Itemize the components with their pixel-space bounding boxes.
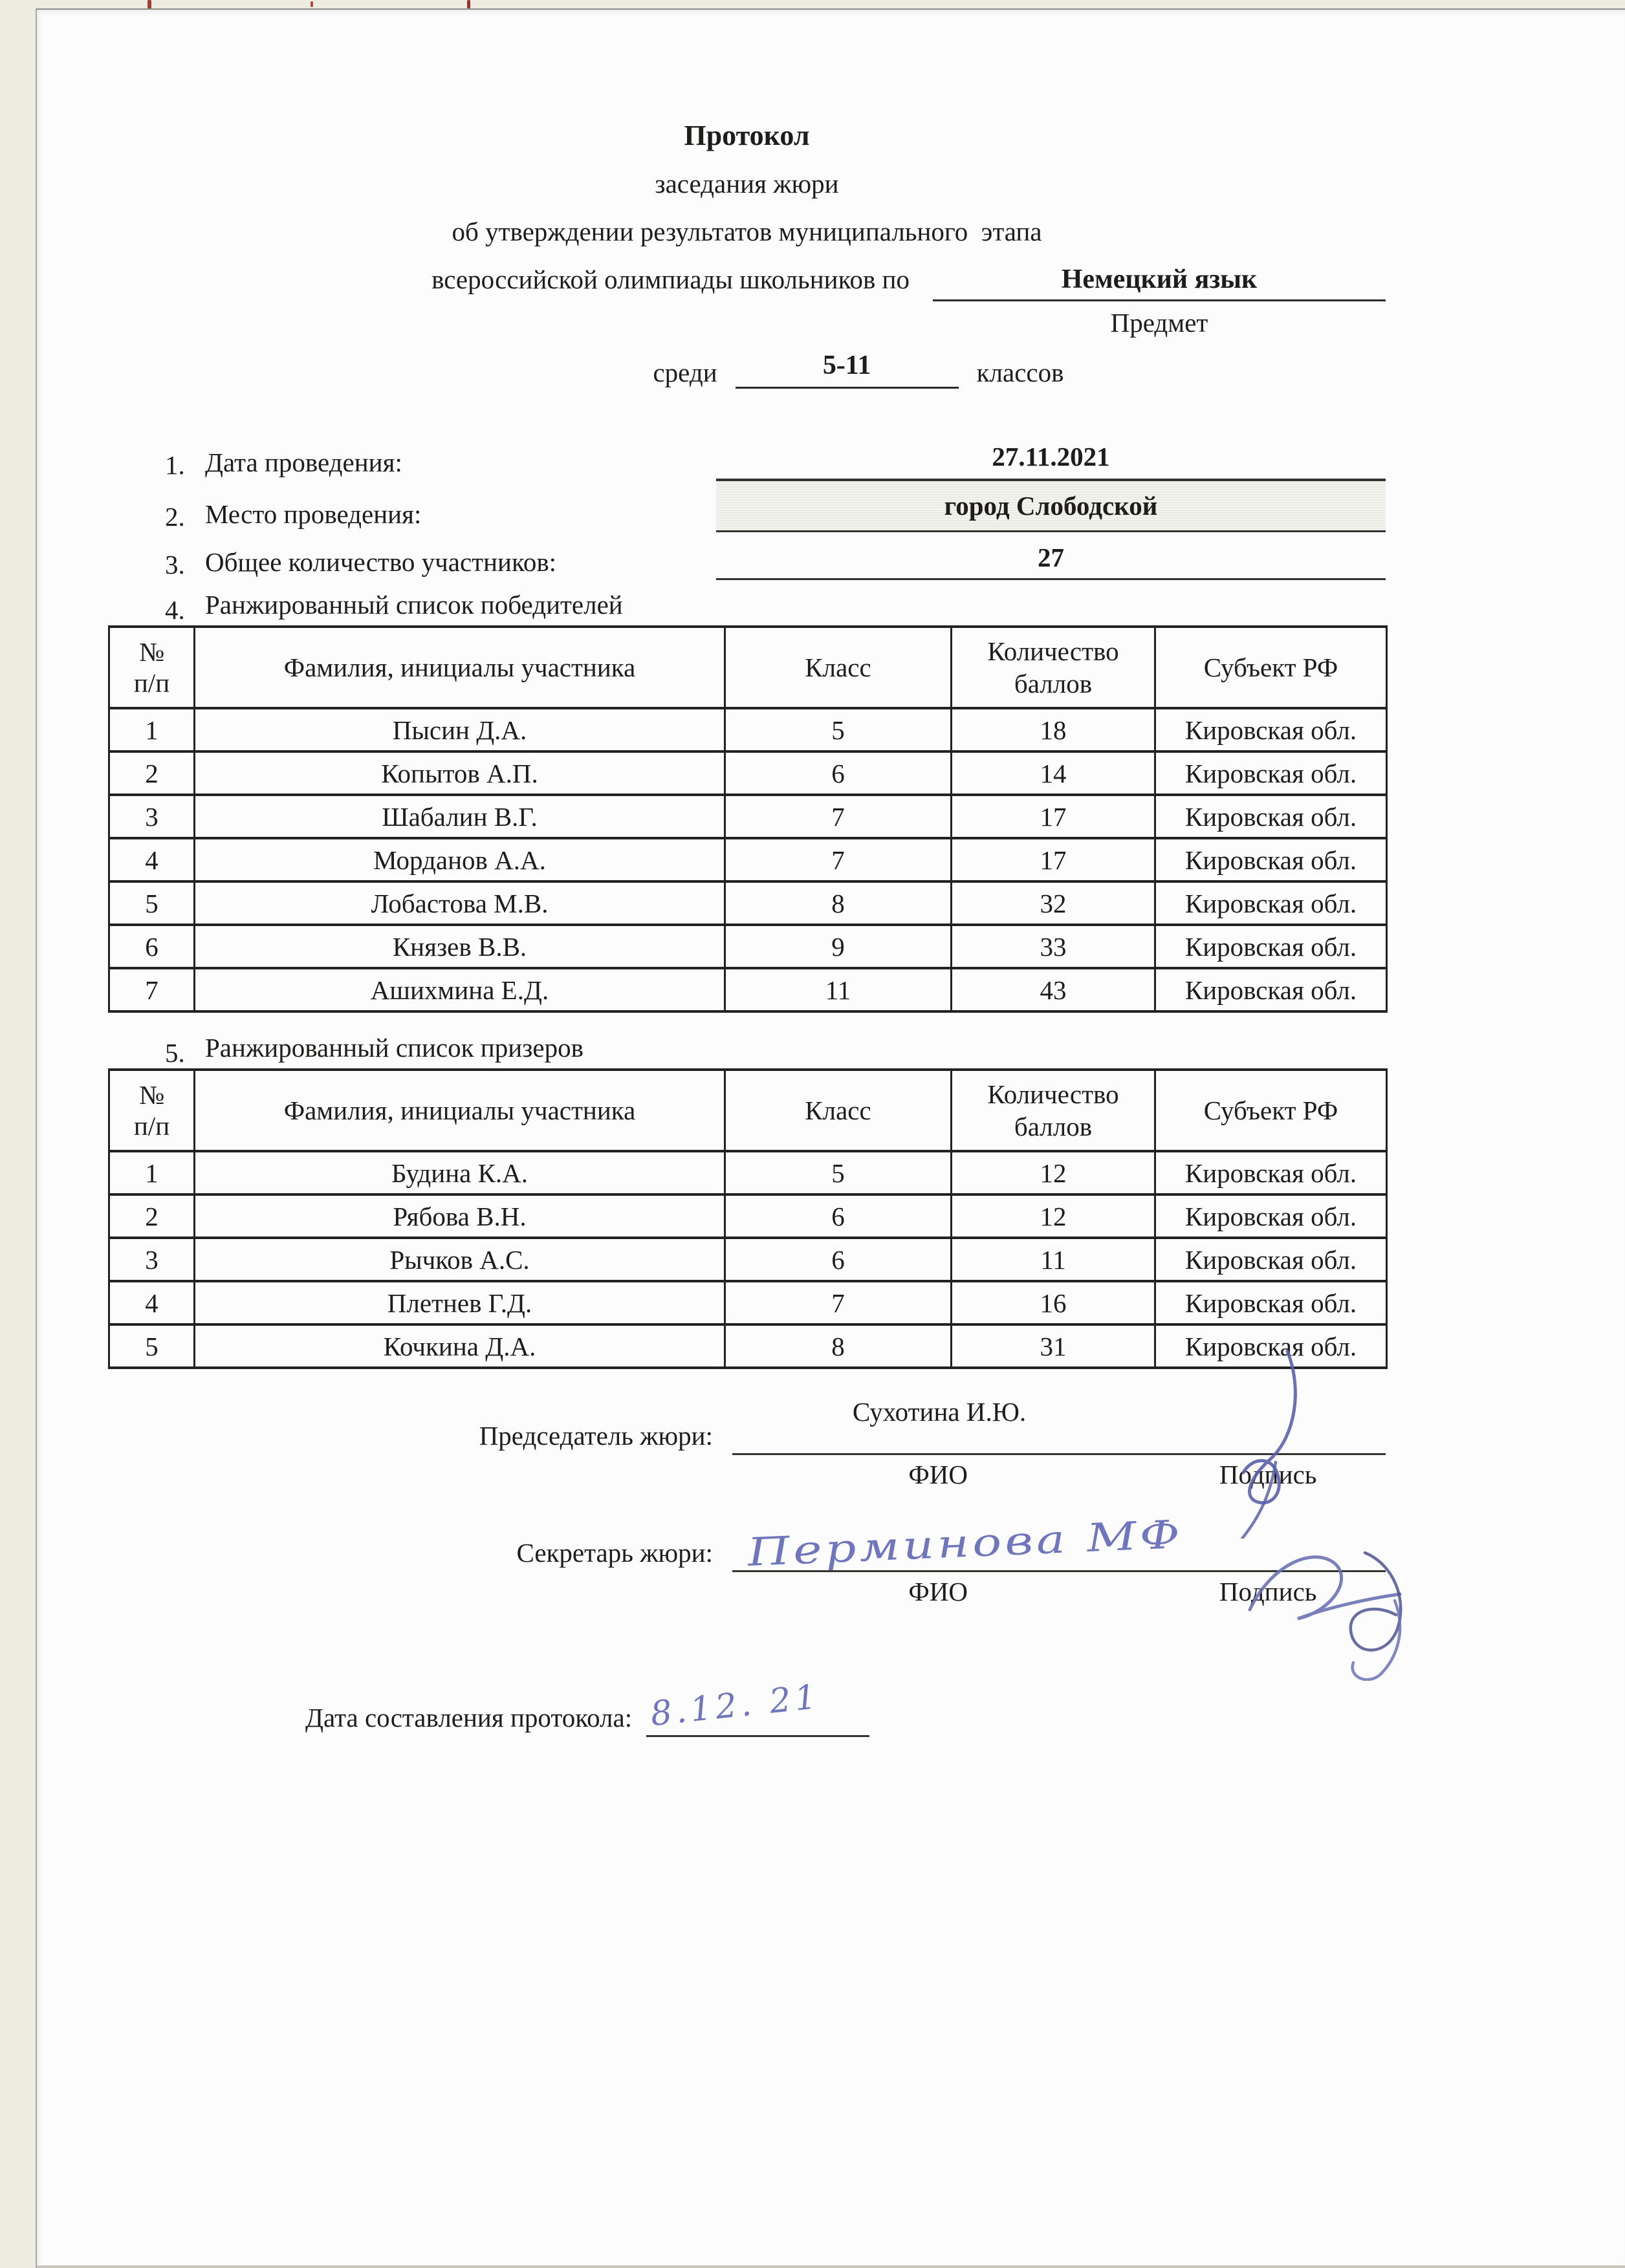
cell-score: 43 (952, 968, 1155, 1011)
table-row (109, 1194, 1387, 1238)
cell-name: Морданов А.А. (195, 838, 725, 881)
item-label: Место проведения: (205, 499, 422, 529)
list-item-prizewinners-heading (108, 1026, 1386, 1068)
doc-title: Протокол (684, 120, 810, 151)
cell-number: 2 (109, 751, 195, 795)
chair-name: Сухотина И.Ю. (852, 1397, 1027, 1427)
cell-region: Кировская обл. (1155, 925, 1387, 968)
chair-captions (732, 1455, 1386, 1489)
cell-score: 12 (952, 1194, 1155, 1238)
date-value-field: 27.11.2021 (716, 441, 1386, 481)
participants-value-field: 27 (716, 542, 1386, 580)
fio-caption: ФИО (908, 1577, 968, 1606)
cell-number: 7 (109, 968, 195, 1011)
cell-grade: 6 (725, 1238, 952, 1281)
cell-grade: 5 (725, 1151, 952, 1194)
header-cell-grade: Класс (725, 1070, 952, 1151)
list-item-participants (108, 532, 1386, 580)
header-cell-region: Субъект РФ (1155, 1070, 1387, 1151)
cell-name: Рычков А.С. (195, 1238, 725, 1281)
protocol-date-row (108, 1677, 1386, 1737)
cell-score: 33 (952, 925, 1155, 968)
subject-prefix: всероссийской олимпиады школьников по (431, 265, 910, 294)
cell-number: 2 (109, 1194, 195, 1238)
cell-score: 17 (952, 838, 1155, 881)
cell-grade: 11 (725, 968, 952, 1011)
cell-score: 12 (952, 1151, 1155, 1194)
cell-number: 6 (109, 925, 195, 968)
cell-number: 4 (109, 838, 195, 881)
secretary-name-field (732, 1511, 1386, 1575)
doc-subtitle-1: заседания жюри (655, 169, 839, 199)
cell-region: Кировская обл. (1155, 708, 1387, 751)
cell-name: Копытов А.П. (195, 751, 725, 795)
chair-name-field (732, 1396, 1386, 1455)
cell-number: 1 (109, 708, 195, 751)
page-bottom-edge (37, 2265, 1625, 2268)
protocol-date-handwritten: 8.12. 21 (648, 1677, 822, 1734)
grades-row (108, 349, 1386, 389)
header-number-top: № (138, 1080, 165, 1110)
numbered-list (108, 434, 1386, 625)
grades-value: 5-11 (736, 349, 959, 389)
cell-grade: 7 (725, 795, 952, 838)
cell-region: Кировская обл. (1155, 881, 1387, 925)
list-item-winners-heading (108, 583, 1386, 625)
signature-section (108, 1396, 1386, 1737)
list-item-date (108, 434, 1386, 481)
list-item-place (108, 481, 1386, 532)
cell-score: 31 (952, 1324, 1155, 1368)
header-cell-name: Фамилия, инициалы участника (195, 1070, 725, 1151)
table-row (109, 1238, 1387, 1281)
page-content (108, 10, 1386, 1737)
cell-grade: 8 (725, 1324, 952, 1368)
cell-name: Князев В.В. (195, 925, 725, 968)
cell-number: 5 (109, 881, 195, 925)
protocol-date-field (646, 1677, 869, 1737)
table-row (109, 925, 1387, 968)
cell-number: 4 (109, 1281, 195, 1324)
table-row (109, 968, 1387, 1011)
subject-field (933, 263, 1386, 339)
secretary-label: Секретарь жюри: (516, 1538, 713, 1568)
table-header-row (109, 1070, 1387, 1151)
header-number-bottom: п/п (133, 1111, 170, 1141)
place-value-field: город Слободской (716, 480, 1386, 532)
table-row (109, 795, 1387, 838)
cell-grade: 7 (725, 838, 952, 881)
item-number: 5. (165, 1038, 185, 1068)
cell-grade: 6 (725, 1194, 952, 1238)
header-number-top: № (138, 637, 165, 667)
scan-artifact (147, 0, 151, 9)
subject-row (108, 263, 1386, 339)
cell-name: Рябова В.Н. (195, 1194, 725, 1238)
header-cell-name: Фамилия, инициалы участника (195, 627, 725, 708)
cell-region: Кировская обл. (1155, 838, 1387, 881)
table-header-row (109, 627, 1387, 708)
table-row (109, 751, 1387, 795)
item-label: Ранжированный список победителей (205, 590, 623, 620)
table-row (109, 1324, 1387, 1368)
header-cell-score: Количество баллов (952, 1070, 1155, 1151)
cell-name: Ашихмина Е.Д. (195, 968, 725, 1011)
item-number: 1. (165, 450, 185, 480)
chair-signature-row (108, 1396, 1386, 1455)
cell-score: 11 (952, 1238, 1155, 1281)
item-label: Дата проведения: (205, 448, 402, 477)
cell-score: 17 (952, 795, 1155, 838)
cell-region: Кировская обл. (1155, 751, 1387, 795)
cell-number: 5 (109, 1324, 195, 1368)
table-row (109, 1151, 1387, 1194)
secretary-handwritten-name: Перминова МФ (746, 1511, 1185, 1575)
cell-number: 1 (109, 1151, 195, 1194)
cell-score: 32 (952, 881, 1155, 925)
cell-score: 16 (952, 1281, 1155, 1324)
cell-number: 3 (109, 795, 195, 838)
protocol-date-label: Дата составления протокола: (305, 1703, 633, 1733)
prizewinners-table (108, 1068, 1388, 1369)
cell-name: Плетнев Г.Д. (195, 1281, 725, 1324)
cell-name: Пысин Д.А. (195, 708, 725, 751)
table-row (109, 838, 1387, 881)
cell-region: Кировская обл. (1155, 1194, 1387, 1238)
subject-caption: Предмет (1110, 308, 1208, 338)
cell-grade: 9 (725, 925, 952, 968)
document-page (36, 8, 1625, 2268)
item-number: 4. (165, 595, 185, 625)
header-cell-number (109, 1070, 195, 1151)
header-cell-number (109, 627, 195, 708)
cell-name: Шабалин В.Г. (195, 795, 725, 838)
cell-number: 3 (109, 1238, 195, 1281)
item-number: 3. (165, 550, 185, 579)
signature-caption: Подпись (1219, 1577, 1317, 1606)
doc-subtitle-2: об утверждении результатов муниципального этапа (452, 217, 1042, 246)
signature-caption: Подпись (1219, 1460, 1317, 1489)
winners-table (108, 625, 1388, 1013)
cell-name: Лобастова М.В. (195, 881, 725, 925)
table-row (109, 1281, 1387, 1324)
table-row (109, 708, 1387, 751)
item-number: 2. (165, 502, 185, 532)
table-row (109, 881, 1387, 925)
header-cell-region: Субъект РФ (1155, 627, 1387, 708)
chair-label: Председатель жюри: (479, 1421, 713, 1451)
cell-name: Кочкина Д.А. (195, 1324, 725, 1368)
scan-artifact (311, 1, 313, 7)
subject-value: Немецкий язык (933, 263, 1386, 301)
cell-grade: 8 (725, 881, 952, 925)
item-label: Общее количество участников: (205, 547, 557, 577)
grades-suffix: классов (976, 358, 1064, 387)
cell-region: Кировская обл. (1155, 968, 1387, 1011)
cell-region: Кировская обл. (1155, 1281, 1387, 1324)
cell-score: 18 (952, 708, 1155, 751)
scan-artifact (467, 0, 470, 8)
cell-grade: 6 (725, 751, 952, 795)
cell-grade: 5 (725, 708, 952, 751)
item-label: Ранжированный список призеров (205, 1033, 583, 1063)
grades-prefix: среди (653, 358, 717, 387)
cell-region: Кировская обл. (1155, 1151, 1387, 1194)
secretary-signature-row (108, 1511, 1386, 1575)
header-cell-score: Количество баллов (952, 627, 1155, 708)
cell-grade: 7 (725, 1281, 952, 1324)
cell-region: Кировская обл. (1155, 1324, 1387, 1368)
cell-region: Кировская обл. (1155, 1238, 1387, 1281)
cell-score: 14 (952, 751, 1155, 795)
header-number-bottom: п/п (133, 668, 170, 698)
cell-name: Будина К.А. (195, 1151, 725, 1194)
secretary-captions (732, 1572, 1386, 1606)
header-cell-grade: Класс (725, 627, 952, 708)
cell-region: Кировская обл. (1155, 795, 1387, 838)
fio-caption: ФИО (908, 1460, 968, 1489)
